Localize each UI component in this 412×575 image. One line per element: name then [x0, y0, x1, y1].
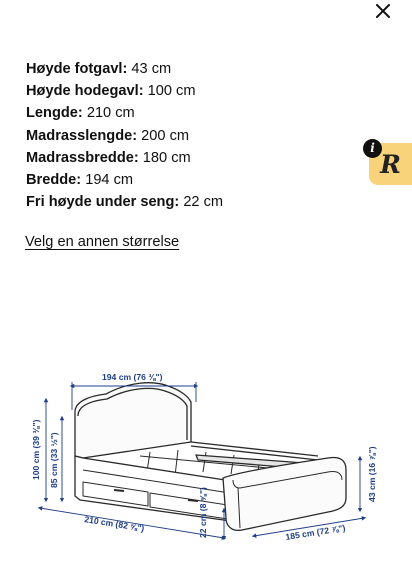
extension-logo-icon: R	[369, 143, 412, 185]
close-button[interactable]	[370, 0, 396, 22]
spec-label: Bredde:	[26, 172, 82, 189]
spec-value: 194 cm	[85, 172, 134, 189]
spec-value: 180 cm	[142, 149, 191, 166]
spec-row	[26, 125, 223, 147]
spec-label: Fri høyde under seng:	[26, 194, 180, 211]
info-icon: i	[363, 139, 382, 158]
dim-length: 210 cm (82 ⅝")	[83, 514, 145, 534]
spec-row	[26, 58, 223, 80]
spec-value: 200 cm	[141, 127, 190, 144]
dim-footboard-height: 43 cm (16 ⅞")	[367, 446, 377, 502]
spec-label: Høyde fotgavl:	[26, 61, 128, 77]
spec-row	[26, 147, 223, 169]
spec-value: 100 cm	[147, 83, 196, 100]
spec-value: 22 cm	[183, 194, 224, 211]
spec-row	[26, 191, 223, 213]
spec-row	[26, 169, 223, 191]
dim-width-top: 194 cm (76 ⅜")	[102, 372, 163, 382]
bed-dimension-diagram	[28, 360, 388, 575]
choose-other-size-link[interactable]: Velg en annen størrelse	[25, 234, 180, 250]
spec-label: Lengde:	[26, 105, 83, 122]
spec-row	[26, 102, 223, 124]
spec-label: Madrasslengde:	[26, 127, 138, 144]
extension-badge[interactable]	[363, 139, 412, 185]
close-icon	[375, 3, 391, 19]
spec-value: 210 cm	[86, 105, 135, 122]
spec-label: Høyde hodegavl:	[26, 83, 144, 100]
dim-side-height: 85 cm (33 ½")	[49, 432, 59, 488]
spec-row	[26, 80, 223, 102]
dimension-specs	[26, 58, 223, 213]
spec-value: 43 cm	[131, 61, 172, 77]
dim-footboard-width: 185 cm (72 ⅞")	[284, 522, 347, 542]
spec-label: Madrassbredde:	[26, 149, 139, 166]
dim-clearance: 22 cm (8 ⅝")	[198, 487, 208, 538]
dim-headboard-height: 100 cm (39 ⅜")	[31, 419, 41, 480]
